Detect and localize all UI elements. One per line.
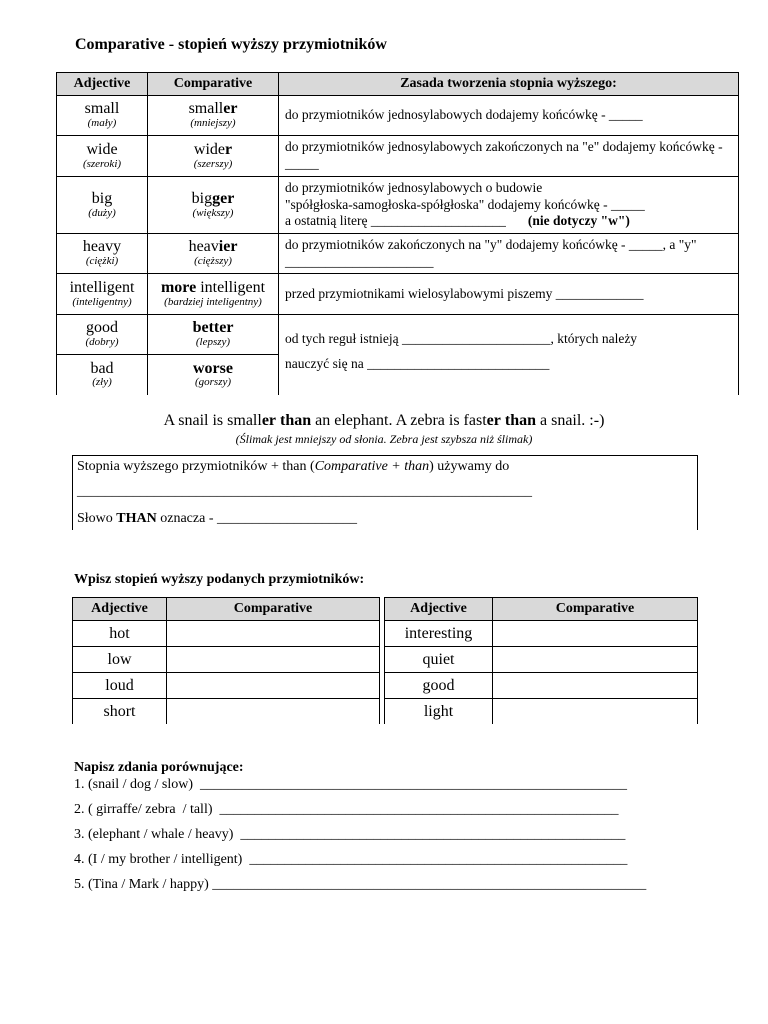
rule-text: przed przymiotnikami wielosylabowymi piszemy _____________ [279, 274, 739, 315]
exercise-adjective: light [385, 699, 493, 725]
exercise2-heading: Napisz zdania porównujące: [74, 760, 244, 775]
exercise1-table-left [72, 597, 380, 724]
than-meaning-line: Słowo THAN oznacza - ____________________ [77, 511, 357, 526]
exercise-adjective: loud [73, 673, 167, 699]
adjective-translation: (dobry) [85, 336, 119, 349]
table-row [57, 274, 739, 315]
comparative: bigger [191, 189, 235, 207]
exercise-adjective: interesting [385, 621, 493, 647]
header-adjective: Adjective [73, 598, 167, 621]
answer-cell[interactable] [493, 647, 698, 673]
exercise1-table-right [384, 597, 698, 724]
comparative-translation: (szerszy) [193, 157, 233, 170]
comparative-translation: (mniejszy) [190, 117, 236, 130]
answer-cell[interactable] [167, 621, 380, 647]
exercise-adjective: hot [73, 621, 167, 647]
comparative: smaller [188, 100, 238, 118]
exercise-adjective: short [73, 699, 167, 725]
rules-table-header [57, 73, 739, 96]
page-title: Comparative - stopień wyższy przymiotników [75, 36, 387, 53]
answer-cell[interactable] [167, 699, 380, 725]
comparative-translation: (gorszy) [194, 376, 232, 389]
adjective: big [91, 189, 113, 207]
adjective: intelligent [69, 278, 135, 296]
sentence-item[interactable]: 2. ( girraffe/ zebra / tall) _________________________________________________________ [74, 802, 619, 817]
exercise1-heading: Wpisz stopień wyższy podanych przymiotników: [74, 572, 365, 587]
example-translation: (Ślimak jest mniejszy od słonia. Zebra jest szybsza niż ślimak) [235, 432, 533, 446]
answer-cell[interactable] [493, 699, 698, 725]
irregular-rule-text: od tych reguł istnieją ______________________, których należy nauczyć się na ___________________________ [279, 315, 739, 395]
table-row [57, 234, 739, 274]
rule-text: do przymiotników zakończonych na "y" dodajemy końcówkę - _____, a "y" ______________________ [279, 234, 739, 274]
adjective-translation: (mały) [87, 117, 117, 130]
rule-note: (nie dotyczy "w") [527, 213, 630, 229]
comparative: worse [193, 359, 233, 377]
usage-line: Stopnia wyższego przymiotników + than (Comparative + than) używamy do [77, 459, 510, 474]
comparative-translation: (lepszy) [195, 336, 231, 349]
comparative: better [192, 319, 234, 337]
exercise-adjective: quiet [385, 647, 493, 673]
rule-text: do przymiotników jednosylabowych zakończonych na "e" dodajemy końcówkę - _____ [279, 136, 739, 177]
adjective-translation: (duży) [88, 206, 116, 219]
adjective-translation: (zły) [92, 376, 112, 389]
adjective-translation: (ciężki) [85, 255, 119, 268]
adjective: good [86, 319, 118, 337]
header-comparative: Comparative [167, 598, 380, 621]
usage-blank[interactable]: _________________________________________________________________ [77, 484, 532, 499]
header-adjective: Adjective [57, 73, 148, 96]
table-row [57, 177, 739, 234]
comparative: more intelligent [160, 278, 266, 296]
adjective-translation: (inteligentny) [72, 295, 132, 308]
table-row [57, 136, 739, 177]
adjective: heavy [82, 238, 122, 256]
rule-text: do przymiotników jednosylabowych o budowie "spółgłoska-samogłoska-spółgłoska" dodajemy końcówkę - _____ a ostatnią literę ____________________ (nie dotyczy "w") [279, 177, 739, 234]
exercise-adjective: good [385, 673, 493, 699]
answer-cell[interactable] [493, 621, 698, 647]
table-row [57, 315, 739, 355]
exercise-adjective: low [73, 647, 167, 673]
sentence-item[interactable]: 3. (elephant / whale / heavy) _______________________________________________________ [74, 827, 626, 842]
adjective: bad [90, 359, 114, 377]
header-comparative: Comparative [493, 598, 698, 621]
sentence-item[interactable]: 5. (Tina / Mark / happy) ______________________________________________________________ [74, 877, 647, 892]
answer-cell[interactable] [493, 673, 698, 699]
adjective: small [84, 100, 120, 118]
usage-box [72, 455, 698, 530]
example-sentence: A snail is smaller than an elephant. A zebra is faster than a snail. :-) [163, 412, 605, 429]
sentence-item[interactable]: 1. (snail / dog / slow) _____________________________________________________________ [74, 777, 627, 792]
sentence-item[interactable]: 4. (I / my brother / intelligent) ______________________________________________________ [74, 852, 628, 867]
comparative-translation: (bardziej inteligentny) [164, 295, 262, 308]
header-comparative: Comparative [148, 73, 279, 96]
comparative: wider [193, 140, 233, 158]
comparative: heavier [188, 238, 238, 256]
answer-cell[interactable] [167, 647, 380, 673]
adjective: wide [86, 140, 118, 158]
answer-cell[interactable] [167, 673, 380, 699]
adjective-translation: (szeroki) [82, 157, 122, 170]
comparative-translation: (cięższy) [194, 255, 232, 268]
comparative-translation: (większy) [192, 206, 234, 219]
header-adjective: Adjective [385, 598, 493, 621]
header-rule: Zasada tworzenia stopnia wyższego: [279, 73, 739, 96]
table-row [57, 96, 739, 136]
rules-table [56, 72, 739, 395]
rule-text: do przymiotników jednosylabowych dodajemy końcówkę - _____ [279, 96, 739, 136]
